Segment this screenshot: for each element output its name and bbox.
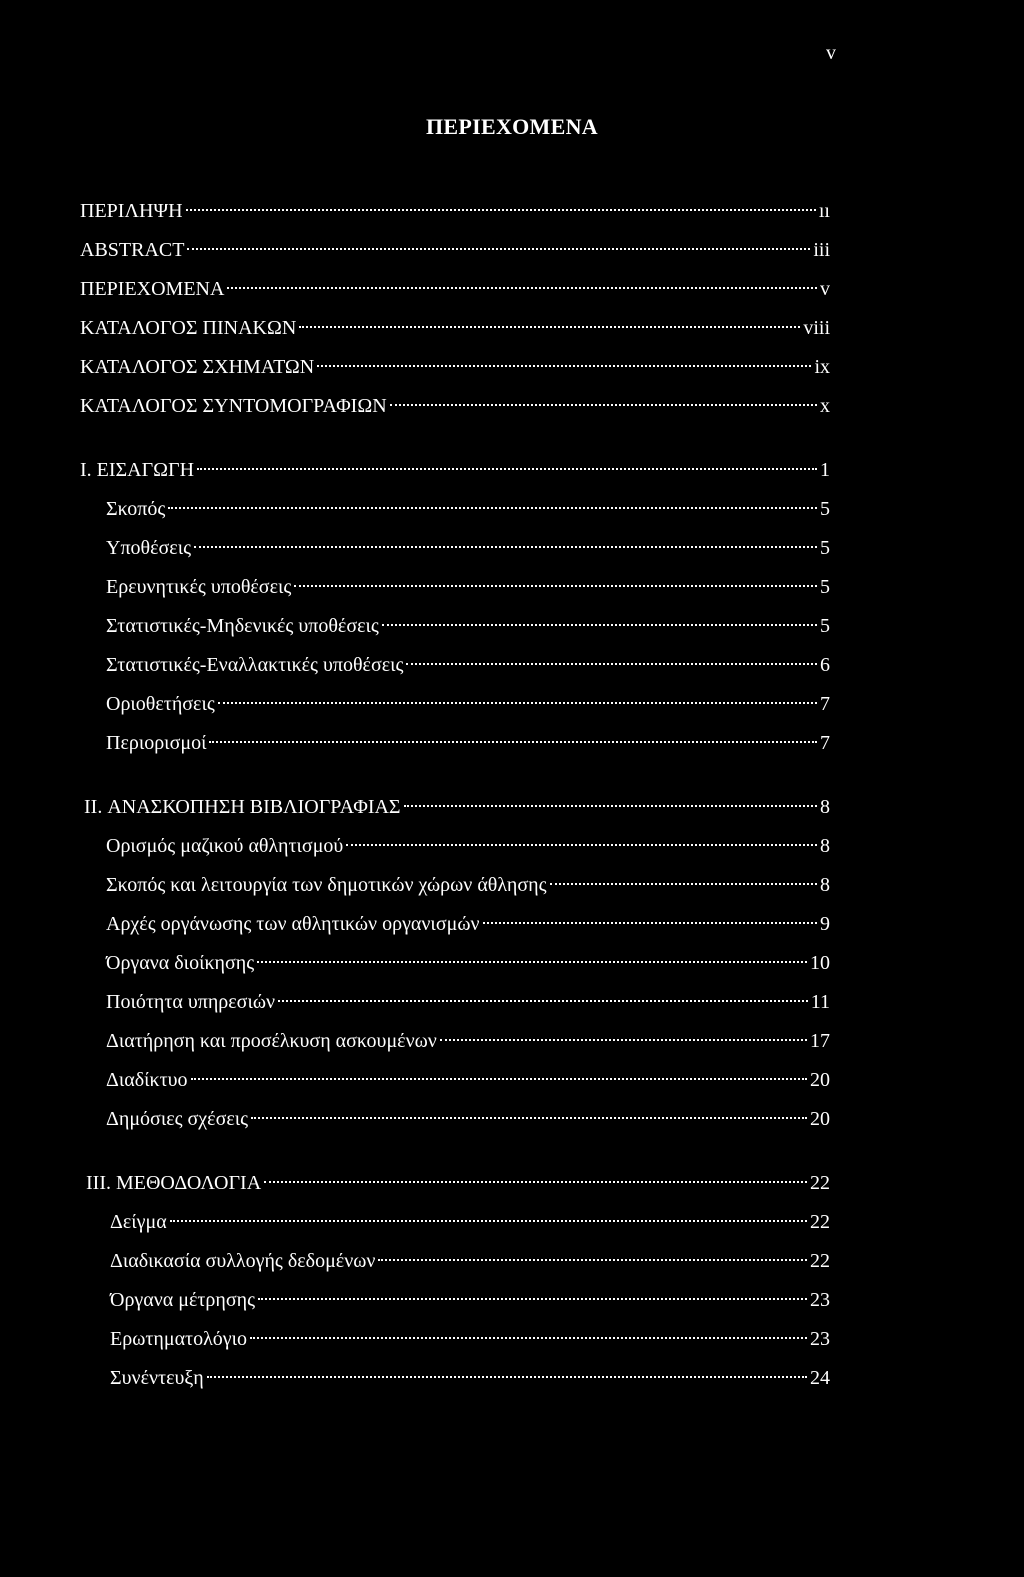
toc-entry[interactable] — [80, 1022, 830, 1061]
toc-entry[interactable] — [80, 944, 830, 983]
toc-leader-dots — [170, 1220, 807, 1222]
toc-entry-label: ΠΕΡΙΛΗΨΗ — [80, 200, 183, 222]
toc-entry-label: Περιορισμοί — [106, 732, 207, 754]
toc-entry-label: Στατιστικές-Εναλλακτικές υποθέσεις — [106, 654, 404, 676]
toc-entry-page: 23 — [810, 1289, 830, 1311]
toc-entry[interactable] — [80, 685, 830, 724]
toc-entry-page: 24 — [810, 1367, 830, 1389]
toc-leader-dots — [346, 844, 817, 846]
toc-leader-dots — [440, 1039, 807, 1041]
toc-entry-label: Ορισμός μαζικού αθλητισμού — [106, 835, 344, 857]
toc-entry-page: 23 — [810, 1328, 830, 1350]
toc-entry-page: x — [820, 395, 830, 417]
toc-entry-page: 1 — [820, 459, 830, 481]
toc-entry[interactable] — [80, 646, 830, 685]
toc-entry-label: Διαδικασία συλλογής δεδομένων — [110, 1250, 376, 1272]
toc-entry[interactable] — [80, 1359, 830, 1398]
toc-group-front-matter — [80, 192, 830, 426]
toc-entry[interactable] — [80, 529, 830, 568]
toc-entry[interactable] — [80, 231, 830, 270]
toc-leader-dots — [404, 805, 817, 807]
toc-entry-label: ABSTRACT — [80, 239, 185, 261]
toc-entry-label: Όργανα διοίκησης — [106, 952, 255, 974]
toc-leader-dots — [278, 1000, 808, 1002]
toc-entry[interactable] — [80, 905, 830, 944]
toc-entry-label: Σκοπός και λειτουργία των δημοτικών χώρων άθλησης — [106, 874, 547, 896]
toc-entry-label: II. ΑΝΑΣΚΟΠΗΣΗ ΒΙΒΛΙΟΓΡΑΦΙΑΣ — [84, 796, 401, 818]
toc-leader-dots — [209, 741, 817, 743]
toc-group-chapter-2 — [80, 788, 830, 1139]
toc-leader-dots — [382, 624, 817, 626]
toc-entry-label: Οριοθετήσεις — [106, 693, 215, 715]
toc-entry[interactable] — [80, 270, 830, 309]
toc-entry-page: 8 — [820, 835, 830, 857]
toc-chapter-heading[interactable] — [80, 788, 830, 827]
toc-leader-dots — [187, 248, 810, 250]
toc-leader-dots — [186, 209, 816, 211]
toc-leader-dots — [251, 1117, 807, 1119]
table-of-contents — [80, 192, 830, 1423]
toc-entry-label: Υποθέσεις — [106, 537, 191, 559]
toc-entry-page: 17 — [810, 1030, 830, 1052]
toc-leader-dots — [390, 404, 817, 406]
toc-entry[interactable] — [80, 1061, 830, 1100]
toc-entry-label: Δείγμα — [110, 1211, 167, 1233]
toc-entry-label: Αρχές οργάνωσης των αθλητικών οργανισμών — [106, 913, 480, 935]
toc-entry[interactable] — [80, 1100, 830, 1139]
toc-leader-dots — [257, 961, 807, 963]
toc-entry[interactable] — [80, 1203, 830, 1242]
toc-entry-page: 8 — [820, 796, 830, 818]
toc-leader-dots — [264, 1181, 807, 1183]
toc-entry-page: 5 — [820, 537, 830, 559]
toc-entry[interactable] — [80, 568, 830, 607]
toc-entry-page: 6 — [820, 654, 830, 676]
toc-entry-label: III. ΜΕΘΟΔΟΛΟΓΙΑ — [86, 1172, 262, 1194]
toc-entry-page: iii — [813, 239, 830, 261]
toc-leader-dots — [168, 507, 817, 509]
toc-leader-dots — [299, 326, 800, 328]
toc-entry[interactable] — [80, 1281, 830, 1320]
toc-entry-label: ΚΑΤΑΛΟΓΟΣ ΣΧΗΜΑΤΩΝ — [80, 356, 315, 378]
toc-entry-label: ΠΕΡΙΕΧΟΜΕΝΑ — [80, 278, 225, 300]
toc-leader-dots — [227, 287, 817, 289]
toc-entry-page: 5 — [820, 498, 830, 520]
toc-leader-dots — [406, 663, 817, 665]
toc-leader-dots — [483, 922, 817, 924]
toc-entry[interactable] — [80, 724, 830, 763]
toc-entry-page: 7 — [820, 693, 830, 715]
toc-entry-label: Ερευνητικές υποθέσεις — [106, 576, 292, 598]
toc-leader-dots — [194, 546, 817, 548]
toc-entry-page: 11 — [810, 991, 830, 1013]
toc-entry[interactable] — [80, 192, 830, 231]
toc-entry-label: Στατιστικές-Μηδενικές υποθέσεις — [106, 615, 379, 637]
toc-entry[interactable] — [80, 490, 830, 529]
page-title: ΠΕΡΙΕΧΟΜΕΝΑ — [426, 114, 598, 139]
toc-entry-page: 22 — [810, 1250, 830, 1272]
toc-leader-dots — [207, 1376, 807, 1378]
toc-entry[interactable] — [80, 866, 830, 905]
toc-leader-dots — [250, 1337, 807, 1339]
toc-entry[interactable] — [80, 309, 830, 348]
toc-entry-page: 8 — [820, 874, 830, 896]
toc-entry-page: 9 — [820, 913, 830, 935]
toc-entry-page: viii — [803, 317, 830, 339]
toc-leader-dots — [191, 1078, 807, 1080]
toc-entry-page: v — [820, 278, 830, 300]
toc-entry[interactable] — [80, 983, 830, 1022]
toc-entry[interactable] — [80, 1320, 830, 1359]
toc-entry-page: 20 — [810, 1069, 830, 1091]
toc-leader-dots — [378, 1259, 807, 1261]
toc-entry-page: 20 — [810, 1108, 830, 1130]
toc-leader-dots — [550, 883, 817, 885]
toc-leader-dots — [218, 702, 817, 704]
toc-entry-page: 5 — [820, 576, 830, 598]
toc-entry-label: ΚΑΤΑΛΟΓΟΣ ΠΙΝΑΚΩΝ — [80, 317, 297, 339]
toc-entry-page: 22 — [810, 1211, 830, 1233]
toc-entry-label: Ερωτηματολόγιο — [110, 1328, 248, 1350]
toc-entry[interactable] — [80, 827, 830, 866]
page-number: v — [826, 42, 836, 64]
toc-entry-label: ΚΑΤΑΛΟΓΟΣ ΣΥΝΤΟΜΟΓΡΑΦΙΩΝ — [80, 395, 387, 417]
toc-group-chapter-3 — [80, 1164, 830, 1398]
toc-entry[interactable] — [80, 348, 830, 387]
toc-entry[interactable] — [80, 607, 830, 646]
toc-entry-label: Δημόσιες σχέσεις — [106, 1108, 249, 1130]
toc-entry-page: ıı — [818, 200, 830, 222]
toc-leader-dots — [197, 468, 817, 470]
toc-chapter-heading[interactable] — [80, 451, 830, 490]
toc-entry[interactable] — [80, 1242, 830, 1281]
toc-entry-page: 5 — [820, 615, 830, 637]
toc-leader-dots — [294, 585, 817, 587]
toc-chapter-heading[interactable] — [80, 1164, 830, 1203]
toc-entry-label: Διαδίκτυο — [106, 1069, 188, 1091]
toc-entry-page: ix — [814, 356, 830, 378]
toc-entry-label: Όργανα μέτρησης — [110, 1289, 256, 1311]
toc-leader-dots — [317, 365, 811, 367]
toc-entry-page: 10 — [810, 952, 830, 974]
toc-entry[interactable] — [80, 387, 830, 426]
toc-entry-page: 7 — [820, 732, 830, 754]
toc-entry-page: 22 — [810, 1172, 830, 1194]
toc-leader-dots — [258, 1298, 807, 1300]
toc-entry-label: Συνέντευξη — [110, 1367, 204, 1389]
toc-entry-label: Διατήρηση και προσέλκυση ασκουμένων — [106, 1030, 437, 1052]
toc-entry-label: Ποιότητα υπηρεσιών — [106, 991, 276, 1013]
toc-entry-label: I. ΕΙΣΑΓΩΓΗ — [80, 459, 195, 481]
toc-entry-label: Σκοπός — [106, 498, 166, 520]
toc-group-chapter-1 — [80, 451, 830, 763]
